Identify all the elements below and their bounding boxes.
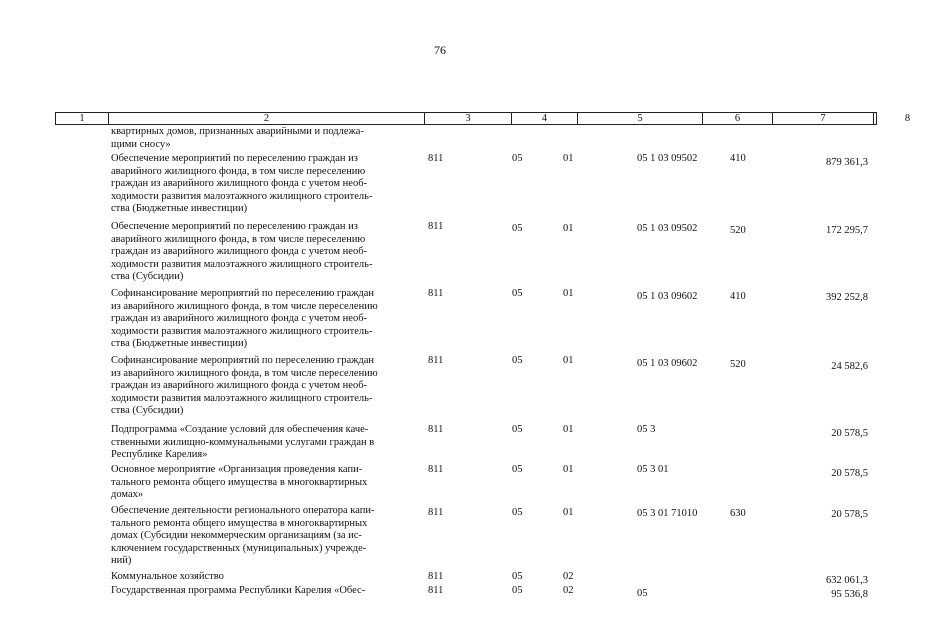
- cell-amount: 95 536,8: [831, 589, 868, 600]
- cell-subsection: 01: [563, 507, 574, 518]
- cell-ministry: 811: [428, 221, 444, 232]
- cell-subsection: 01: [563, 288, 574, 299]
- cell-ministry: 811: [428, 507, 444, 518]
- cell-section: 05: [512, 223, 523, 234]
- cell-ministry: 811: [428, 571, 444, 582]
- cell-amount: 392 252,8: [826, 292, 868, 303]
- cell-amount: 879 361,3: [826, 157, 868, 168]
- cell-section: 05: [512, 153, 523, 164]
- row-description: Коммунальное хозяйство: [111, 571, 224, 582]
- cell-section: 05: [512, 464, 523, 475]
- cell-subsection: 01: [563, 464, 574, 475]
- cell-ministry: 811: [428, 153, 444, 164]
- cell-expense-type: 410: [730, 153, 746, 164]
- col-header-8: 8: [904, 113, 911, 124]
- col-header-1: 1: [56, 113, 109, 125]
- cell-subsection: 01: [563, 223, 574, 234]
- col-header-4: 4: [512, 113, 578, 125]
- cell-amount: 632 061,3: [826, 575, 868, 586]
- row-description: Софинансирование мероприятий по переселению граждан из аварийного жилищного фонда, в том числе переселению граждан из аварийного жилищного фонда с учетом необ- ходимости развития малоэтажного жилищного строитель- ства (Бюджетные инвестиции): [111, 288, 378, 350]
- cell-expense-type: 410: [730, 291, 746, 302]
- cell-amount: 20 578,5: [831, 428, 868, 439]
- cell-amount: 172 295,7: [826, 225, 868, 236]
- col-header-6: 6: [703, 113, 773, 125]
- cell-target-article: 05 1 03 09602: [637, 291, 698, 302]
- row-description: Подпрограмма «Создание условий для обеспечения каче- ственными жилищно-коммунальными услугами граждан в Республике Карелия»: [111, 424, 375, 461]
- cell-subsection: 01: [563, 153, 574, 164]
- row-description: квартирных домов, признанных аварийными и подлежа- щими сносу»: [111, 126, 364, 150]
- cell-expense-type: 520: [730, 225, 746, 236]
- cell-target-article: 05 3 01: [637, 464, 669, 475]
- cell-section: 05: [512, 585, 523, 596]
- cell-ministry: 811: [428, 288, 444, 299]
- col-header-7: 7: [773, 113, 874, 125]
- row-description: Обеспечение мероприятий по переселению граждан из аварийного жилищного фонда, в том числе переселению граждан из аварийного жилищного фонда с учетом необ- ходимости развития малоэтажного жилищного строитель- ства (Бюджетные инвестиции): [111, 153, 373, 215]
- col-header-2: 2: [109, 113, 425, 125]
- cell-ministry: 811: [428, 424, 444, 435]
- cell-target-article: 05 1 03 09502: [637, 223, 698, 234]
- col-header-5: 5: [578, 113, 703, 125]
- cell-subsection: 02: [563, 585, 574, 596]
- cell-ministry: 811: [428, 355, 444, 366]
- cell-section: 05: [512, 571, 523, 582]
- page-number: 76: [434, 43, 446, 57]
- row-description: Обеспечение деятельности регионального оператора капи- тального ремонта общего имущества в многоквартирных домах (Субсидии некоммерческим организациям (за ис- ключением государственных (муниципальных) учрежде- ний): [111, 505, 375, 567]
- row-description: Основное мероприятие «Организация проведения капи- тального ремонта общего имущества в многоквартирных домах»: [111, 464, 368, 501]
- table-header: [55, 112, 911, 125]
- cell-subsection: 01: [563, 355, 574, 366]
- cell-target-article: 05 3: [637, 424, 656, 435]
- cell-section: 05: [512, 424, 523, 435]
- row-description: Государственная программа Республики Карелия «Обес-: [111, 585, 366, 596]
- row-description: Софинансирование мероприятий по переселению граждан из аварийного жилищного фонда, в том числе переселению граждан из аварийного жилищного фонда с учетом необ- ходимости развития малоэтажного жилищного строитель- ства (Субсидии): [111, 355, 378, 417]
- cell-section: 05: [512, 507, 523, 518]
- cell-section: 05: [512, 288, 523, 299]
- cell-ministry: 811: [428, 464, 444, 475]
- cell-expense-type: 630: [730, 508, 746, 519]
- cell-target-article: 05: [637, 588, 648, 599]
- cell-target-article: 05 3 01 71010: [637, 508, 698, 519]
- cell-expense-type: 520: [730, 359, 746, 370]
- cell-amount: 20 578,5: [831, 509, 868, 520]
- cell-subsection: 02: [563, 571, 574, 582]
- col-header-3: 3: [425, 113, 512, 125]
- cell-ministry: 811: [428, 585, 444, 596]
- cell-section: 05: [512, 355, 523, 366]
- row-description: Обеспечение мероприятий по переселению граждан из аварийного жилищного фонда, в том числе переселению граждан из аварийного жилищного фонда с учетом необ- ходимости развития малоэтажного жилищного строитель- ства (Субсидии): [111, 221, 373, 283]
- cell-subsection: 01: [563, 424, 574, 435]
- cell-amount: 20 578,5: [831, 468, 868, 479]
- cell-amount: 24 582,6: [831, 361, 868, 372]
- cell-target-article: 05 1 03 09602: [637, 358, 698, 369]
- cell-target-article: 05 1 03 09502: [637, 153, 698, 164]
